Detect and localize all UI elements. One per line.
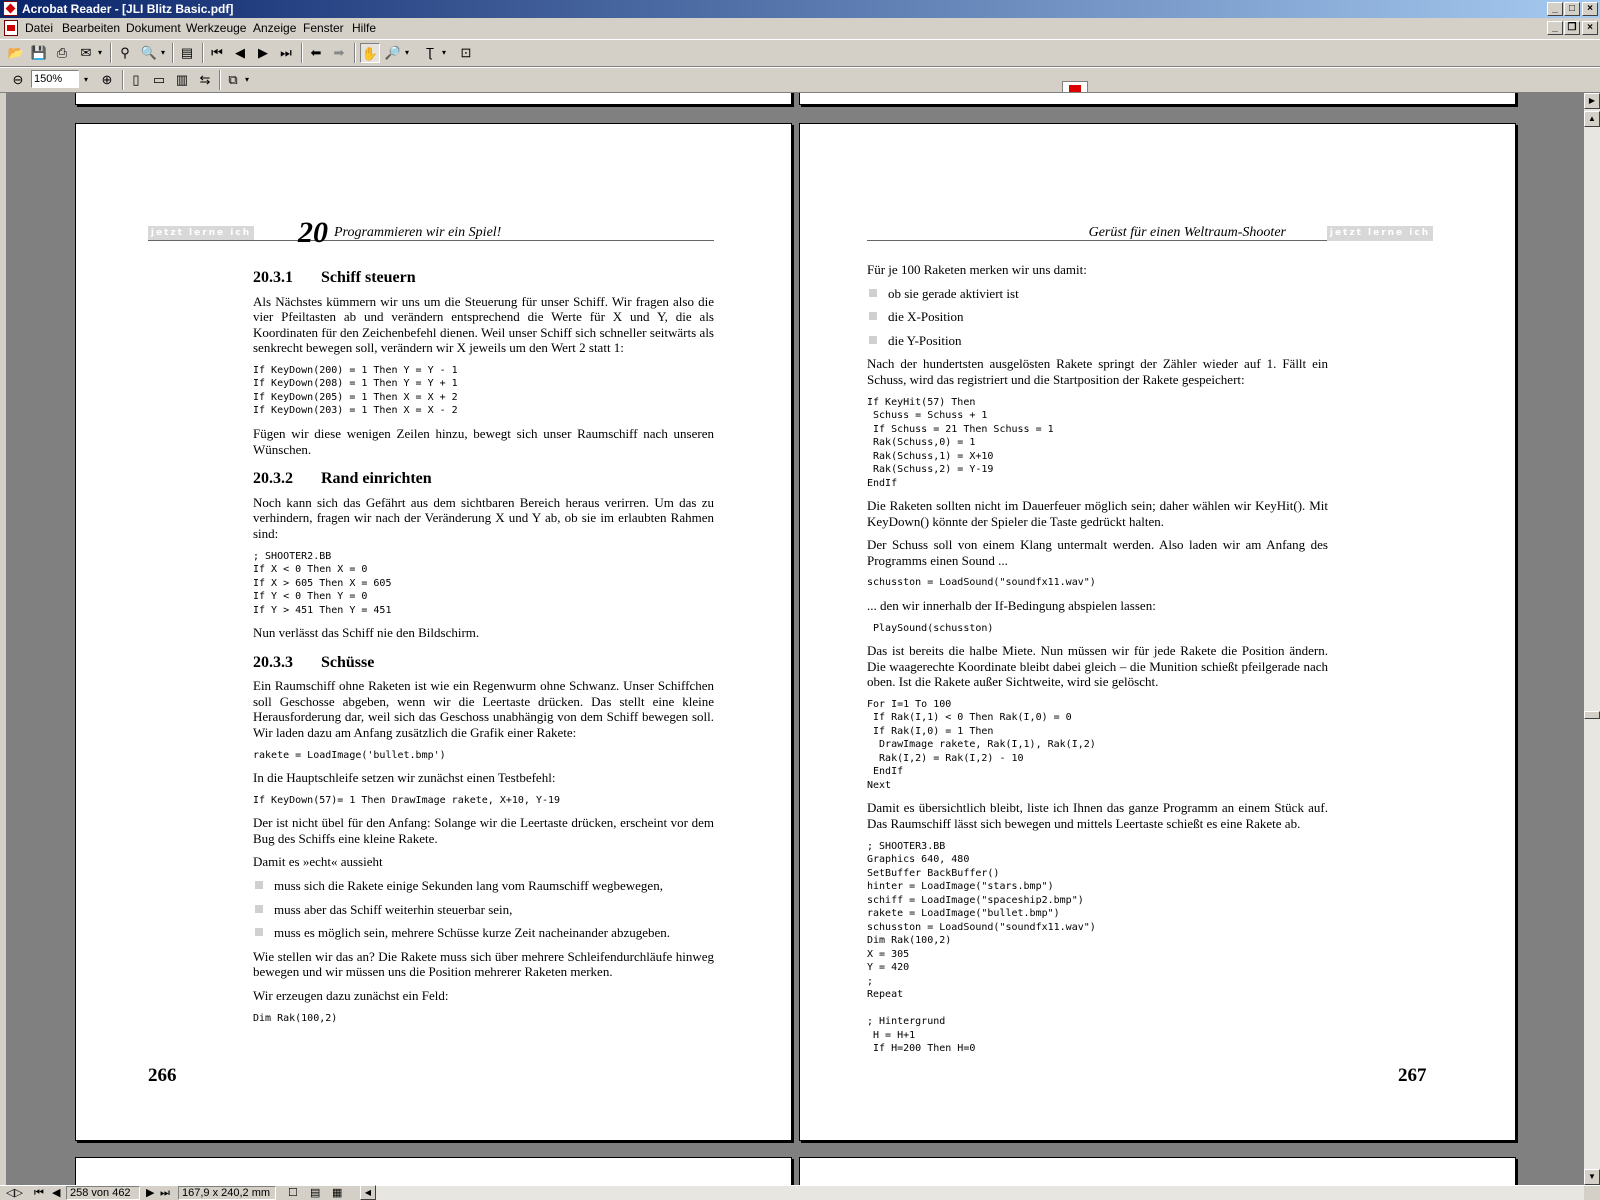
- paragraph: Wir erzeugen dazu zunächst ein Feld:: [253, 987, 449, 1003]
- toolbar-separator: [202, 43, 204, 63]
- page-indicator-field[interactable]: 258 von 462: [66, 1186, 140, 1200]
- acrobat-app-icon[interactable]: [3, 1, 18, 16]
- paragraph: Die Raketen sollten nicht im Dauerfeuer möglich sein; daher wählen wir KeyHit(). Mit KeyDown() könnte der Spieler die Taste gedrückt halten.: [867, 498, 1328, 529]
- previous-page-icon[interactable]: ◀: [235, 45, 245, 60]
- page-266: [75, 123, 792, 1141]
- zoom-input[interactable]: [31, 70, 79, 88]
- scroll-up-arrow-icon[interactable]: ▲: [1584, 111, 1600, 127]
- horizontal-scrollbar[interactable]: [360, 1186, 1584, 1200]
- document-close-button[interactable]: ×: [1582, 21, 1598, 35]
- toolbar-separator: [219, 70, 221, 90]
- vertical-scrollbar[interactable]: [1584, 93, 1600, 1185]
- close-button[interactable]: ×: [1582, 2, 1598, 16]
- running-title: Programmieren wir ein Spiel!: [334, 225, 502, 240]
- search-icon[interactable]: 🔍: [140, 45, 158, 60]
- document-restore-button[interactable]: ❐: [1564, 21, 1580, 35]
- previous-page-left: [75, 93, 792, 105]
- fit-page-icon[interactable]: ▭: [152, 72, 166, 87]
- rotate-view-icon[interactable]: ⧉: [228, 72, 238, 87]
- code-block: If KeyHit(57) Then Schuss = Schuss + 1 If Schuss = 21 Then Schuss = 1 Rak(Schuss,0) = 1 Rak(Schuss,1) = X+10 Rak(Schuss,2) = Y-19 EndIf: [867, 396, 1054, 489]
- paragraph: Ein Raumschiff ohne Raketen ist wie ein Regenwurm ohne Schwanz. Unser Schiffchen soll Geschosse abgeben, wenn wir die Leertaste drücken. Das stellt eine kleine Herausforderung dar, weil sich das Geschoss unabhängig von dem Schiff bewegen soll. Wir laden dazu am Anfang zusätzlich die Grafik einer Rakete:: [253, 678, 714, 740]
- go-forward-icon[interactable]: ➡: [333, 45, 345, 60]
- minimize-button[interactable]: _: [1547, 2, 1563, 16]
- document-icon[interactable]: [4, 20, 18, 36]
- paragraph: Der Schuss soll von einem Klang untermalt werden. Also laden wir am Anfang des Programms einen Sound ...: [867, 537, 1328, 568]
- running-title: Gerüst für einen Weltraum-Shooter: [1088, 225, 1286, 240]
- menu-datei[interactable]: Datei: [25, 21, 54, 35]
- code-block: If KeyDown(57)= 1 Then DrawImage rakete, X+10, Y-19: [253, 794, 561, 806]
- paragraph: Nach der hundertsten ausgelösten Rakete springt der Zähler wieder auf 1. Fällt ein Schuss, wird das registriert und die Startposition der Rakete gespeichert:: [867, 356, 1328, 387]
- code-block: PlaySound(schusston): [867, 622, 994, 634]
- next-page-icon[interactable]: ▶: [258, 45, 268, 60]
- menu-dokument[interactable]: Dokument: [126, 21, 181, 35]
- scroll-left-arrow-icon[interactable]: ◀: [360, 1185, 376, 1200]
- hand-tool-icon[interactable]: ✋: [360, 43, 380, 63]
- menu-bearbeiten[interactable]: Bearbeiten: [62, 21, 121, 35]
- window-title: Acrobat Reader - [JLI Blitz Basic.pdf]: [22, 2, 234, 16]
- paragraph: Nun verlässt das Schiff nie den Bildschirm.: [253, 625, 480, 641]
- rotate-dropdown-icon[interactable]: ▾: [244, 75, 249, 84]
- email-dropdown-icon[interactable]: ▾: [97, 48, 102, 57]
- menu-anzeige[interactable]: Anzeige: [253, 21, 297, 35]
- toolbar-separator: [301, 43, 303, 63]
- actual-size-icon[interactable]: ▯: [132, 72, 140, 87]
- fit-width-icon[interactable]: ▥: [175, 72, 189, 87]
- zoom-in-tool-icon[interactable]: 🔎: [384, 45, 402, 60]
- zoom-in-icon[interactable]: ⊕: [101, 72, 113, 87]
- paragraph: Als Nächstes kümmern wir uns um die Steuerung für unser Schiff. Wir fragen also die vier Pfeiltasten ab und verändern entsprechend die Werte für X und Y, die als Koordinaten für den Zeichenbefehl dienen. Weil unser Schiff sich schneller seitwärts als senkrecht bewegen soll, verändern wir X jeweils um den Wert 2 statt 1:: [253, 293, 714, 356]
- toolbar-separator: [110, 43, 112, 63]
- code-block: ; SHOOTER3.BB Graphics 640, 480 SetBuffer BackBuffer() hinter = LoadImage("stars.bmp") schiff = LoadImage("spaceship2.bmp") rakete = LoadImage("bullet.bmp") schusston = LoadSound("soundfx11.wav") Dim Rak(100,2) X = 305 Y = 420 ; Repeat ; Hintergrund H = H+1 If H=200 Then H=0: [867, 840, 1096, 1054]
- toolbar-separator: [354, 43, 356, 63]
- header-badge: jetzt lerne ich: [148, 226, 254, 241]
- search-dropdown-icon[interactable]: ▾: [160, 48, 165, 57]
- page-body: [253, 264, 714, 1033]
- code-block: Dim Rak(100,2): [253, 1012, 338, 1024]
- status-previous-page-icon[interactable]: ◀: [52, 1187, 61, 1199]
- paragraph: Für je 100 Raketen merken wir uns damit:: [867, 262, 1087, 277]
- paragraph: In die Hauptschleife setzen wir zunächst einen Testbefehl:: [253, 770, 556, 786]
- menu-werkzeuge[interactable]: Werkzeuge: [186, 21, 247, 35]
- section-heading: 20.3.1 Schiff steuern: [253, 269, 416, 286]
- list-item: die Y-Position: [867, 333, 1328, 349]
- toolbar-separator: [122, 70, 124, 90]
- email-icon[interactable]: ✉: [80, 45, 92, 60]
- paragraph: Damit es übersichtlich bleibt, liste ich Ihnen das ganze Programm an einem Stück auf. Das Raumschiff lässt sich bewegen und mittels Leertaste schießt es eine Rakete ab.: [867, 800, 1328, 831]
- next-page-left: [75, 1157, 792, 1185]
- text-select-tool-icon[interactable]: Ʈ: [426, 45, 434, 60]
- code-block: ; SHOOTER2.BB If X < 0 Then X = 0 If X > 605 Then X = 605 If Y < 0 Then Y = 0 If Y > 451 Then Y = 451: [253, 550, 392, 616]
- previous-page-right: [799, 93, 1516, 105]
- title-bar: [0, 0, 1600, 18]
- paragraph: Damit es »echt« aussieht: [253, 854, 383, 870]
- code-block: For I=1 To 100 If Rak(I,1) < 0 Then Rak(I,0) = 0 If Rak(I,0) = 1 Then DrawImage rakete, Rak(I,1), Rak(I,2) Rak(I,2) = Rak(I,2) - 10 EndIf Next: [867, 698, 1096, 791]
- find-icon[interactable]: ⚲: [120, 45, 130, 60]
- reflow-icon[interactable]: ⇆: [199, 72, 211, 87]
- document-viewport[interactable]: [0, 93, 1584, 1185]
- paragraph: ... den wir innerhalb der If-Bedingung abspielen lassen:: [867, 597, 1156, 613]
- page-layout-toggle-icon[interactable]: ◁▷: [6, 1187, 23, 1199]
- paragraph: Fügen wir diese wenigen Zeilen hinzu, bewegt sich unser Raumschiff nach unseren Wünschen.: [253, 425, 714, 457]
- navigation-pane-icon[interactable]: ▤: [180, 45, 194, 60]
- code-block: If KeyDown(200) = 1 Then Y = Y - 1 If KeyDown(208) = 1 Then Y = Y + 1 If KeyDown(205) = 1 Then X = X + 2 If KeyDown(203) = 1 Then X = X - 2: [253, 364, 458, 417]
- document-minimize-button[interactable]: _: [1547, 21, 1563, 35]
- view-toolbar: [0, 67, 1600, 93]
- main-toolbar: [0, 39, 1600, 67]
- paragraph: Noch kann sich das Gefährt aus dem sichtbaren Bereich heraus verirren. Um das zu verhindern, fragen wir nach der Veränderung X und Y ab, ob sie im erlaubten Rahmen sind:: [253, 494, 714, 541]
- section-heading: 20.3.3 Schüsse: [253, 653, 375, 671]
- status-first-page-icon[interactable]: ⏮: [34, 1187, 44, 1199]
- page-number: 267: [1398, 1065, 1427, 1086]
- header-badge: jetzt lerne ich: [1327, 226, 1433, 241]
- next-page-right: [799, 1157, 1516, 1185]
- menu-bar: [0, 18, 1600, 38]
- scroll-right-arrow-icon[interactable]: ▶: [1584, 93, 1600, 109]
- page-267: [799, 123, 1516, 1141]
- paragraph: Der ist nicht übel für den Anfang: Solange wir die Leertaste drücken, erscheint vor dem Bug des Schiffs eine kleine Rakete.: [253, 815, 714, 846]
- facing-pages-icon[interactable]: ▦: [332, 1187, 343, 1199]
- code-block: rakete = LoadImage('bullet.bmp'): [253, 749, 446, 761]
- save-icon[interactable]: 💾: [30, 45, 48, 60]
- list-item: muss aber das Schiff weiterhin steuerbar sein,: [253, 902, 714, 918]
- list-item: muss es möglich sein, mehrere Schüsse kurze Zeit nacheinander abzugeben.: [253, 925, 714, 941]
- section-heading: 20.3.2 Rand einrichten: [253, 470, 432, 488]
- zoom-dropdown-icon[interactable]: ▾: [83, 75, 88, 84]
- go-back-icon[interactable]: ⬅: [310, 45, 322, 60]
- menu-hilfe[interactable]: Hilfe: [352, 21, 377, 35]
- status-last-page-icon[interactable]: ⏭: [160, 1187, 170, 1199]
- page-number: 266: [148, 1065, 177, 1086]
- scroll-thumb[interactable]: [1584, 711, 1600, 719]
- toolbar-separator: [172, 43, 174, 63]
- text-select-dropdown-icon[interactable]: ▾: [441, 48, 446, 57]
- continuous-page-icon[interactable]: ▤: [310, 1187, 321, 1199]
- status-next-page-icon[interactable]: ▶: [146, 1187, 155, 1199]
- list-item: ob sie gerade aktiviert ist: [867, 286, 1328, 302]
- zoom-tool-dropdown-icon[interactable]: ▾: [404, 48, 409, 57]
- status-bar: [0, 1185, 1600, 1200]
- snapshot-tool-icon[interactable]: ⊡: [460, 45, 472, 60]
- first-page-icon[interactable]: ⏮: [211, 45, 223, 60]
- list-item: muss sich die Rakete einige Sekunden lang vom Raumschiff wegbewegen,: [253, 878, 714, 894]
- zoom-out-icon[interactable]: ⊖: [12, 72, 24, 87]
- paragraph: Das ist bereits die halbe Miete. Nun müssen wir für jede Rakete die Position ändern. Die waagerechte Koordinate bleibt dabei gleich – die Munition schießt pfeilgerade nach oben. Ist die Rakete außer Sichtweite, wird sie gelöscht.: [867, 643, 1328, 690]
- menu-fenster[interactable]: Fenster: [303, 21, 344, 35]
- page-size-readout: 167,9 x 240,2 mm: [178, 1186, 276, 1200]
- code-block: schusston = LoadSound("soundfx11.wav"): [867, 577, 1096, 589]
- chapter-number: 20: [298, 216, 328, 249]
- print-icon[interactable]: ⎙: [56, 45, 68, 60]
- page-body: [867, 262, 1328, 1064]
- list-item: die X-Position: [867, 309, 1328, 325]
- single-page-icon[interactable]: ☐: [288, 1187, 298, 1199]
- scroll-down-arrow-icon[interactable]: ▼: [1584, 1169, 1600, 1185]
- paragraph: Wie stellen wir das an? Die Rakete muss sich über mehrere Schleifendurchläufe hinweg bewegen und wir müssen uns die Position mehrerer Raketen merken.: [253, 948, 714, 980]
- last-page-icon[interactable]: ⏭: [280, 45, 292, 60]
- open-folder-icon[interactable]: 📂: [7, 45, 25, 60]
- maximize-button[interactable]: □: [1564, 2, 1580, 16]
